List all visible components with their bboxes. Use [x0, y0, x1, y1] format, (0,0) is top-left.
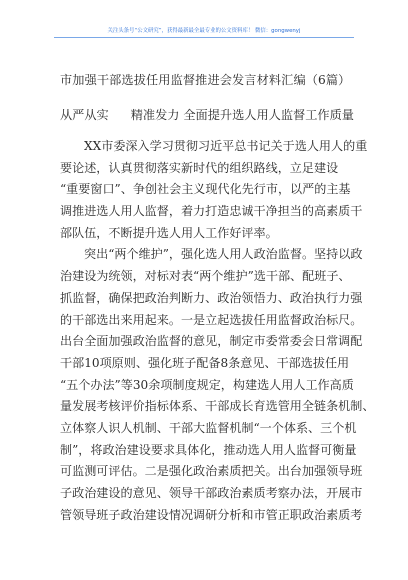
subtitle-right: 精准发力 全面提升选人用人监督工作质量: [130, 108, 354, 122]
body-line: 治建设为统领，对标对表“两个维护”选干部、配班子、: [60, 269, 351, 284]
body-line: 管领导班子政治建设情况调研分析和市管正职政治素质考: [60, 507, 363, 522]
body-line: 部队伍，不断提升选人用人工作好评率。: [60, 225, 278, 240]
body-line: 的干部选出来用起来。一是立起选拔任用监督政治标尺。: [60, 312, 363, 327]
body-line: 调推进选人用人监督，着力打造忠诚干净担当的高素质干: [60, 204, 363, 219]
body-line: 子政治建设的意见、领导干部政治素质考察办法，开展市: [60, 486, 363, 500]
document-subtitle: [60, 106, 360, 123]
body-line: 制”，将政治建设要求具体化，推动选人用人监督可衡量: [60, 442, 357, 457]
body-line: “五个办法”等30余项制度规定，构建选人用人工作高质: [60, 377, 354, 392]
banner-rule: [54, 37, 354, 38]
body-line: 要论述，认真贯彻落实新时代的组织路线，立足建设: [60, 160, 339, 175]
body-line: 突出“两个维护”，强化选人用人政治监督。坚持以政: [84, 247, 363, 262]
body-line: 抓监督，确保把政治判断力、政治领悟力、政治执行力强: [60, 290, 363, 305]
body-line: 出台全面加强政治监督的意见，制定市委常委会日常调配: [60, 334, 363, 349]
top-banner: [0, 26, 408, 38]
banner-text: 关注头条号“公文研究”，获得最新最全最专业的公文资料库！ 微信：gongwenyj: [107, 28, 301, 34]
body-line: 可监测可评估。二是强化政治素质把关。出台加强领导班: [60, 464, 363, 479]
body-line: XX市委深入学习贯彻习近平总书记关于选人用人的重: [84, 139, 368, 153]
body-line: 量发展考核评价指标体系、干部成长育选管用全链条机制、: [60, 399, 375, 414]
body-line: 立体察人识人机制、干部大监督机制“一个体系、三个机: [60, 420, 357, 435]
body-line: 干部10项原则、强化班子配备8条意见、干部选拔任用: [60, 355, 350, 370]
document-body: [60, 136, 375, 526]
subtitle-left: 从严从实: [60, 108, 109, 122]
document-title: 市加强干部选拔任用监督推进会发言材料汇编（6篇）: [60, 73, 351, 87]
body-line: “重要窗口”、争创社会主义现代化先行市，以严的主基: [60, 182, 351, 197]
